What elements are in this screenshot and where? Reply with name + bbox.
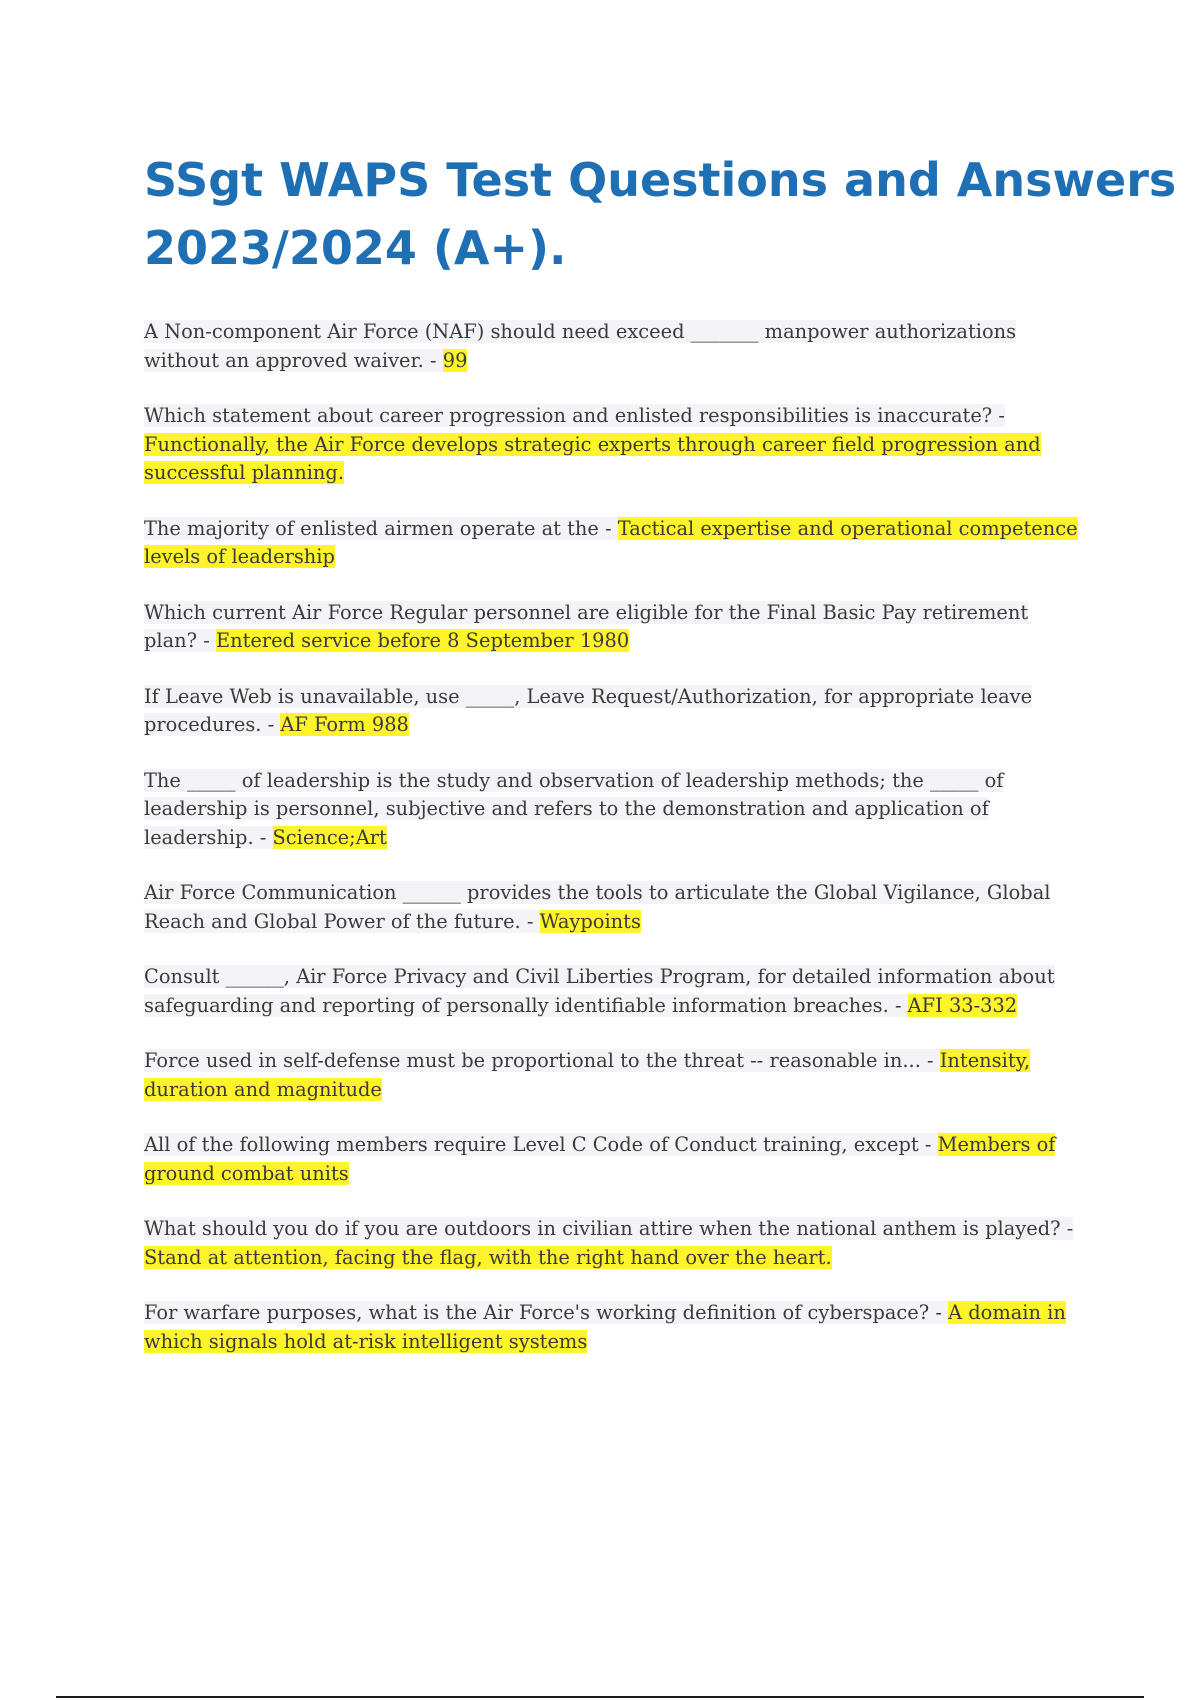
question-text: For warfare purposes, what is the Air Force's working definition of cyberspace? — [144, 1301, 930, 1324]
question-answer-list — [144, 318, 1084, 1383]
qa-separator: - — [423, 348, 443, 372]
qa-item — [144, 879, 1084, 936]
qa-separator: - — [920, 1049, 940, 1072]
question-text: Consult ______, Air Force Privacy and Civil Liberties Program, for detailed information about safeguarding and reporting of personally identifiable information breaches. — [144, 965, 1055, 1017]
answer-text: Members of ground combat units — [144, 1133, 1056, 1185]
qa-separator: - — [197, 629, 216, 652]
qa-separator: - — [992, 404, 1005, 427]
qa-item — [144, 402, 1084, 488]
document-title — [144, 146, 1200, 282]
qa-separator: - — [253, 825, 273, 849]
qa-separator: - — [918, 1133, 938, 1156]
answer-text: Tactical expertise and operational competence levels of leadership — [144, 516, 1078, 568]
question-text: Air Force Communication ______ provides the tools to articulate the Global Vigilance, Global Reach and Global Power of the future. — [144, 881, 1051, 933]
question-text: Which current Air Force Regular personnel are eligible for the Final Basic Pay retirement plan? — [144, 600, 1029, 652]
title-line-1: SSgt WAPS Test Questions and Answers — [144, 153, 1177, 207]
qa-separator: - — [1060, 1217, 1074, 1240]
answer-text: Science;Art — [272, 825, 387, 849]
answer-text: Waypoints — [539, 909, 641, 933]
answer-text: Functionally, the Air Force develops strategic experts through career field progression and successful planning. — [144, 432, 1041, 484]
qa-item — [144, 1047, 1084, 1104]
qa-item — [144, 1131, 1084, 1188]
answer-text: Entered service before 8 September 1980 — [215, 629, 630, 652]
question-text: Which statement about career progression and enlisted responsibilities is inaccurate? — [144, 404, 993, 427]
qa-separator: - — [520, 909, 540, 933]
qa-item — [144, 1215, 1084, 1272]
page-bottom-rule — [56, 1696, 1144, 1698]
qa-item — [144, 318, 1084, 375]
qa-separator: - — [261, 713, 281, 736]
answer-text: 99 — [442, 348, 468, 372]
qa-item — [144, 767, 1084, 853]
question-text: All of the following members require Level C Code of Conduct training, except — [144, 1133, 919, 1156]
answer-text: AFI 33-332 — [907, 993, 1018, 1017]
answer-text: Stand at attention, facing the flag, with the right hand over the heart. — [144, 1245, 832, 1269]
answer-text: A domain in which signals hold at-risk intelligent systems — [144, 1301, 1066, 1353]
qa-item — [144, 683, 1084, 740]
answer-text: AF Form 988 — [280, 713, 409, 736]
qa-separator: - — [598, 516, 618, 540]
qa-separator: - — [929, 1301, 949, 1324]
question-text: The _____ of leadership is the study and observation of leadership methods; the _____ of leadership is personnel, subjective and refers to the demonstration and application of leadership. — [144, 768, 1004, 849]
title-line-2: 2023/2024 (A+). — [144, 221, 567, 275]
question-text: A Non-component Air Force (NAF) should need exceed _______ manpower authorizations without an approved waiver. — [144, 320, 1017, 372]
question-text: The majority of enlisted airmen operate at the — [144, 516, 599, 540]
qa-item — [144, 963, 1084, 1020]
qa-separator: - — [888, 993, 908, 1017]
qa-item — [144, 1299, 1084, 1356]
qa-item — [144, 599, 1084, 656]
answer-text: Intensity, duration and magnitude — [144, 1049, 1031, 1101]
question-text: If Leave Web is unavailable, use _____, Leave Request/Authorization, for appropriate leave procedures. — [144, 684, 1033, 736]
question-text: What should you do if you are outdoors in civilian attire when the national anthem is played? — [144, 1217, 1061, 1240]
question-text: Force used in self-defense must be proportional to the threat -- reasonable in... — [144, 1049, 921, 1072]
qa-item — [144, 515, 1084, 572]
